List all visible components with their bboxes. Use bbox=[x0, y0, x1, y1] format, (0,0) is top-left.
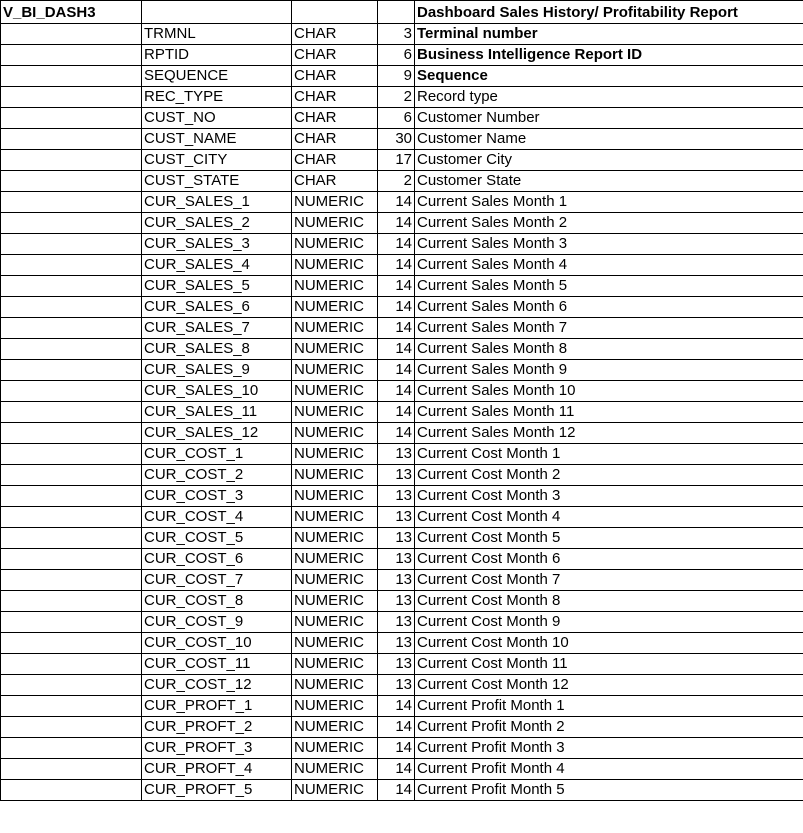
data-type-cell[interactable]: CHAR bbox=[292, 87, 378, 108]
field-name-cell[interactable]: TRMNL bbox=[142, 24, 292, 45]
data-type-cell[interactable]: NUMERIC bbox=[292, 297, 378, 318]
empty-cell[interactable] bbox=[1, 759, 142, 780]
field-length-cell[interactable]: 6 bbox=[378, 108, 415, 129]
empty-cell[interactable] bbox=[1, 402, 142, 423]
field-length-cell[interactable]: 14 bbox=[378, 213, 415, 234]
table-row bbox=[1, 402, 803, 423]
description-cell[interactable]: Current Cost Month 8 bbox=[415, 591, 803, 612]
field-name-cell[interactable]: CUR_COST_12 bbox=[142, 675, 292, 696]
field-name-cell[interactable]: CUST_NAME bbox=[142, 129, 292, 150]
field-name-cell[interactable]: CUR_SALES_12 bbox=[142, 423, 292, 444]
table-row bbox=[1, 171, 803, 192]
description-cell[interactable]: Terminal number bbox=[415, 24, 803, 45]
empty-cell[interactable] bbox=[378, 1, 415, 24]
field-name-cell[interactable]: CUR_SALES_11 bbox=[142, 402, 292, 423]
field-length-cell[interactable]: 14 bbox=[378, 381, 415, 402]
field-length-cell[interactable]: 2 bbox=[378, 87, 415, 108]
description-cell[interactable]: Current Sales Month 1 bbox=[415, 192, 803, 213]
table-row bbox=[1, 717, 803, 738]
field-length-cell[interactable]: 13 bbox=[378, 591, 415, 612]
empty-cell[interactable] bbox=[1, 507, 142, 528]
field-length-cell[interactable]: 13 bbox=[378, 633, 415, 654]
field-length-cell[interactable]: 13 bbox=[378, 570, 415, 591]
description-cell[interactable]: Current Profit Month 1 bbox=[415, 696, 803, 717]
description-cell[interactable]: Current Profit Month 3 bbox=[415, 738, 803, 759]
data-type-cell[interactable]: NUMERIC bbox=[292, 339, 378, 360]
description-cell[interactable]: Customer Name bbox=[415, 129, 803, 150]
field-name-cell[interactable]: CUST_CITY bbox=[142, 150, 292, 171]
field-name-cell[interactable]: RPTID bbox=[142, 45, 292, 66]
table-row bbox=[1, 549, 803, 570]
empty-cell[interactable] bbox=[1, 87, 142, 108]
data-type-cell[interactable]: CHAR bbox=[292, 171, 378, 192]
description-cell[interactable]: Business Intelligence Report ID bbox=[415, 45, 803, 66]
table-row bbox=[1, 423, 803, 444]
description-cell[interactable]: Customer City bbox=[415, 150, 803, 171]
empty-cell[interactable] bbox=[1, 738, 142, 759]
data-type-cell[interactable]: NUMERIC bbox=[292, 528, 378, 549]
empty-cell[interactable] bbox=[1, 465, 142, 486]
field-name-cell[interactable]: CUR_SALES_4 bbox=[142, 255, 292, 276]
empty-cell[interactable] bbox=[1, 108, 142, 129]
table-row bbox=[1, 528, 803, 549]
table-row bbox=[1, 507, 803, 528]
table-row bbox=[1, 654, 803, 675]
table-row bbox=[1, 738, 803, 759]
description-cell[interactable]: Current Sales Month 12 bbox=[415, 423, 803, 444]
table-row bbox=[1, 66, 803, 87]
description-cell[interactable]: Current Sales Month 4 bbox=[415, 255, 803, 276]
empty-cell[interactable] bbox=[1, 150, 142, 171]
field-name-cell[interactable]: CUR_COST_2 bbox=[142, 465, 292, 486]
table-row bbox=[1, 45, 803, 66]
empty-cell[interactable] bbox=[1, 675, 142, 696]
empty-cell[interactable] bbox=[1, 654, 142, 675]
description-cell[interactable]: Current Sales Month 9 bbox=[415, 360, 803, 381]
description-cell[interactable]: Current Sales Month 7 bbox=[415, 318, 803, 339]
field-length-cell[interactable]: 14 bbox=[378, 297, 415, 318]
field-length-cell[interactable]: 13 bbox=[378, 675, 415, 696]
field-name-cell[interactable]: CUR_SALES_6 bbox=[142, 297, 292, 318]
data-type-cell[interactable]: NUMERIC bbox=[292, 213, 378, 234]
data-type-cell[interactable]: NUMERIC bbox=[292, 507, 378, 528]
table-row bbox=[1, 444, 803, 465]
description-cell[interactable]: Current Sales Month 10 bbox=[415, 381, 803, 402]
field-name-cell[interactable]: CUR_PROFT_4 bbox=[142, 759, 292, 780]
table-row bbox=[1, 108, 803, 129]
field-length-cell[interactable]: 13 bbox=[378, 507, 415, 528]
table-row bbox=[1, 192, 803, 213]
field-name-cell[interactable]: CUR_PROFT_1 bbox=[142, 696, 292, 717]
data-type-cell[interactable]: NUMERIC bbox=[292, 780, 378, 801]
field-length-cell[interactable]: 13 bbox=[378, 654, 415, 675]
empty-cell[interactable] bbox=[1, 276, 142, 297]
empty-cell[interactable] bbox=[1, 612, 142, 633]
data-type-cell[interactable]: CHAR bbox=[292, 66, 378, 87]
table-row bbox=[1, 675, 803, 696]
data-type-cell[interactable]: NUMERIC bbox=[292, 717, 378, 738]
empty-cell[interactable] bbox=[1, 171, 142, 192]
table-row bbox=[1, 276, 803, 297]
field-length-cell[interactable]: 13 bbox=[378, 612, 415, 633]
empty-cell[interactable] bbox=[1, 234, 142, 255]
description-cell[interactable]: Sequence bbox=[415, 66, 803, 87]
data-type-cell[interactable]: NUMERIC bbox=[292, 738, 378, 759]
field-length-cell[interactable]: 30 bbox=[378, 129, 415, 150]
field-length-cell[interactable]: 14 bbox=[378, 255, 415, 276]
empty-cell[interactable] bbox=[1, 255, 142, 276]
empty-cell[interactable] bbox=[1, 297, 142, 318]
empty-cell[interactable] bbox=[1, 528, 142, 549]
field-length-cell[interactable]: 9 bbox=[378, 66, 415, 87]
empty-cell[interactable] bbox=[1, 129, 142, 150]
table-row bbox=[1, 633, 803, 654]
field-name-cell[interactable]: CUST_STATE bbox=[142, 171, 292, 192]
data-type-cell[interactable]: NUMERIC bbox=[292, 675, 378, 696]
field-name-cell[interactable]: CUR_SALES_10 bbox=[142, 381, 292, 402]
data-type-cell[interactable]: NUMERIC bbox=[292, 633, 378, 654]
description-cell[interactable]: Current Sales Month 5 bbox=[415, 276, 803, 297]
field-length-cell[interactable]: 17 bbox=[378, 150, 415, 171]
field-length-cell[interactable]: 13 bbox=[378, 486, 415, 507]
field-name-cell[interactable]: CUR_SALES_8 bbox=[142, 339, 292, 360]
field-name-cell[interactable]: CUR_COST_3 bbox=[142, 486, 292, 507]
table-row bbox=[1, 339, 803, 360]
table-name-cell[interactable]: V_BI_DASH3 bbox=[1, 1, 142, 24]
empty-cell[interactable] bbox=[1, 591, 142, 612]
report-title-cell[interactable]: Dashboard Sales History/ Profitability Report bbox=[415, 1, 803, 24]
table-row bbox=[1, 612, 803, 633]
field-length-cell[interactable]: 14 bbox=[378, 717, 415, 738]
empty-cell[interactable] bbox=[142, 1, 292, 24]
empty-cell[interactable] bbox=[1, 213, 142, 234]
table-row bbox=[1, 150, 803, 171]
field-name-cell[interactable]: CUR_COST_5 bbox=[142, 528, 292, 549]
field-name-cell[interactable]: CUR_PROFT_5 bbox=[142, 780, 292, 801]
field-name-cell[interactable]: CUR_SALES_9 bbox=[142, 360, 292, 381]
description-cell[interactable]: Current Profit Month 2 bbox=[415, 717, 803, 738]
data-type-cell[interactable]: CHAR bbox=[292, 24, 378, 45]
empty-cell[interactable] bbox=[1, 360, 142, 381]
field-length-cell[interactable]: 14 bbox=[378, 276, 415, 297]
description-cell[interactable]: Current Profit Month 4 bbox=[415, 759, 803, 780]
data-type-cell[interactable]: NUMERIC bbox=[292, 318, 378, 339]
field-length-cell[interactable]: 13 bbox=[378, 528, 415, 549]
table-row bbox=[1, 591, 803, 612]
table-row bbox=[1, 24, 803, 45]
empty-cell[interactable] bbox=[1, 66, 142, 87]
data-type-cell[interactable]: CHAR bbox=[292, 150, 378, 171]
field-name-cell[interactable]: CUR_SALES_1 bbox=[142, 192, 292, 213]
empty-cell[interactable] bbox=[1, 780, 142, 801]
description-cell[interactable]: Current Cost Month 7 bbox=[415, 570, 803, 591]
empty-cell[interactable] bbox=[292, 1, 378, 24]
description-cell[interactable]: Current Sales Month 11 bbox=[415, 402, 803, 423]
field-length-cell[interactable]: 13 bbox=[378, 549, 415, 570]
description-cell[interactable]: Current Cost Month 4 bbox=[415, 507, 803, 528]
empty-cell[interactable] bbox=[1, 45, 142, 66]
field-name-cell[interactable]: CUR_COST_4 bbox=[142, 507, 292, 528]
field-name-cell[interactable]: CUR_COST_9 bbox=[142, 612, 292, 633]
field-length-cell[interactable]: 14 bbox=[378, 318, 415, 339]
description-cell[interactable]: Current Cost Month 10 bbox=[415, 633, 803, 654]
field-name-cell[interactable]: CUR_SALES_7 bbox=[142, 318, 292, 339]
field-name-cell[interactable]: CUR_PROFT_2 bbox=[142, 717, 292, 738]
table-row bbox=[1, 360, 803, 381]
data-type-cell[interactable]: NUMERIC bbox=[292, 465, 378, 486]
table-row bbox=[1, 696, 803, 717]
field-length-cell[interactable]: 6 bbox=[378, 45, 415, 66]
data-type-cell[interactable]: NUMERIC bbox=[292, 591, 378, 612]
field-length-cell[interactable]: 14 bbox=[378, 192, 415, 213]
field-name-cell[interactable]: CUR_COST_11 bbox=[142, 654, 292, 675]
field-name-cell[interactable]: CUR_COST_8 bbox=[142, 591, 292, 612]
data-type-cell[interactable]: NUMERIC bbox=[292, 759, 378, 780]
table-row bbox=[1, 255, 803, 276]
description-cell[interactable]: Customer Number bbox=[415, 108, 803, 129]
empty-cell[interactable] bbox=[1, 696, 142, 717]
empty-cell[interactable] bbox=[1, 339, 142, 360]
data-type-cell[interactable]: NUMERIC bbox=[292, 444, 378, 465]
data-type-cell[interactable]: NUMERIC bbox=[292, 255, 378, 276]
empty-cell[interactable] bbox=[1, 24, 142, 45]
field-length-cell[interactable]: 13 bbox=[378, 444, 415, 465]
empty-cell[interactable] bbox=[1, 192, 142, 213]
table-row bbox=[1, 780, 803, 801]
data-type-cell[interactable]: NUMERIC bbox=[292, 696, 378, 717]
empty-cell[interactable] bbox=[1, 717, 142, 738]
field-name-cell[interactable]: REC_TYPE bbox=[142, 87, 292, 108]
description-cell[interactable]: Current Sales Month 6 bbox=[415, 297, 803, 318]
description-cell[interactable]: Customer State bbox=[415, 171, 803, 192]
field-length-cell[interactable]: 14 bbox=[378, 780, 415, 801]
empty-cell[interactable] bbox=[1, 549, 142, 570]
field-length-cell[interactable]: 14 bbox=[378, 402, 415, 423]
data-type-cell[interactable]: CHAR bbox=[292, 129, 378, 150]
description-cell[interactable]: Current Cost Month 2 bbox=[415, 465, 803, 486]
field-length-cell[interactable]: 14 bbox=[378, 360, 415, 381]
description-cell[interactable]: Current Profit Month 5 bbox=[415, 780, 803, 801]
description-cell[interactable]: Current Sales Month 8 bbox=[415, 339, 803, 360]
description-cell[interactable]: Current Cost Month 3 bbox=[415, 486, 803, 507]
empty-cell[interactable] bbox=[1, 486, 142, 507]
description-cell[interactable]: Current Cost Month 6 bbox=[415, 549, 803, 570]
field-length-cell[interactable]: 14 bbox=[378, 234, 415, 255]
description-cell[interactable]: Current Sales Month 3 bbox=[415, 234, 803, 255]
empty-cell[interactable] bbox=[1, 570, 142, 591]
data-type-cell[interactable]: NUMERIC bbox=[292, 486, 378, 507]
data-type-cell[interactable]: CHAR bbox=[292, 45, 378, 66]
description-cell[interactable]: Current Cost Month 12 bbox=[415, 675, 803, 696]
field-name-cell[interactable]: CUR_SALES_5 bbox=[142, 276, 292, 297]
table-row bbox=[1, 570, 803, 591]
data-type-cell[interactable]: NUMERIC bbox=[292, 654, 378, 675]
empty-cell[interactable] bbox=[1, 444, 142, 465]
field-length-cell[interactable]: 13 bbox=[378, 465, 415, 486]
field-name-cell[interactable]: CUR_SALES_3 bbox=[142, 234, 292, 255]
field-name-cell[interactable]: CUST_NO bbox=[142, 108, 292, 129]
empty-cell[interactable] bbox=[1, 318, 142, 339]
field-length-cell[interactable]: 14 bbox=[378, 759, 415, 780]
table-row bbox=[1, 297, 803, 318]
field-name-cell[interactable]: CUR_SALES_2 bbox=[142, 213, 292, 234]
data-type-cell[interactable]: NUMERIC bbox=[292, 276, 378, 297]
table-row bbox=[1, 465, 803, 486]
description-cell[interactable]: Current Sales Month 2 bbox=[415, 213, 803, 234]
table-row bbox=[1, 486, 803, 507]
empty-cell[interactable] bbox=[1, 633, 142, 654]
data-type-cell[interactable]: NUMERIC bbox=[292, 192, 378, 213]
field-length-cell[interactable]: 14 bbox=[378, 423, 415, 444]
data-type-cell[interactable]: CHAR bbox=[292, 108, 378, 129]
table-row bbox=[1, 759, 803, 780]
empty-cell[interactable] bbox=[1, 381, 142, 402]
data-type-cell[interactable]: NUMERIC bbox=[292, 612, 378, 633]
field-length-cell[interactable]: 14 bbox=[378, 696, 415, 717]
table-body bbox=[1, 1, 803, 801]
field-name-cell[interactable]: CUR_COST_7 bbox=[142, 570, 292, 591]
empty-cell[interactable] bbox=[1, 423, 142, 444]
table-row bbox=[1, 129, 803, 150]
data-type-cell[interactable]: NUMERIC bbox=[292, 381, 378, 402]
description-cell[interactable]: Current Cost Month 9 bbox=[415, 612, 803, 633]
data-type-cell[interactable]: NUMERIC bbox=[292, 549, 378, 570]
table-row bbox=[1, 87, 803, 108]
table-row bbox=[1, 318, 803, 339]
field-length-cell[interactable]: 2 bbox=[378, 171, 415, 192]
description-cell[interactable]: Current Cost Month 5 bbox=[415, 528, 803, 549]
description-cell[interactable]: Current Cost Month 1 bbox=[415, 444, 803, 465]
table-row bbox=[1, 213, 803, 234]
table-row bbox=[1, 381, 803, 402]
data-type-cell[interactable]: NUMERIC bbox=[292, 234, 378, 255]
data-type-cell[interactable]: NUMERIC bbox=[292, 360, 378, 381]
data-type-cell[interactable]: NUMERIC bbox=[292, 423, 378, 444]
field-length-cell[interactable]: 14 bbox=[378, 339, 415, 360]
field-name-cell[interactable]: CUR_COST_1 bbox=[142, 444, 292, 465]
header-row bbox=[1, 1, 803, 24]
data-type-cell[interactable]: NUMERIC bbox=[292, 402, 378, 423]
field-name-cell[interactable]: SEQUENCE bbox=[142, 66, 292, 87]
data-type-cell[interactable]: NUMERIC bbox=[292, 570, 378, 591]
field-name-cell[interactable]: CUR_COST_6 bbox=[142, 549, 292, 570]
description-cell[interactable]: Record type bbox=[415, 87, 803, 108]
table-row bbox=[1, 234, 803, 255]
field-length-cell[interactable]: 3 bbox=[378, 24, 415, 45]
field-name-cell[interactable]: CUR_COST_10 bbox=[142, 633, 292, 654]
field-name-cell[interactable]: CUR_PROFT_3 bbox=[142, 738, 292, 759]
field-length-cell[interactable]: 14 bbox=[378, 738, 415, 759]
description-cell[interactable]: Current Cost Month 11 bbox=[415, 654, 803, 675]
